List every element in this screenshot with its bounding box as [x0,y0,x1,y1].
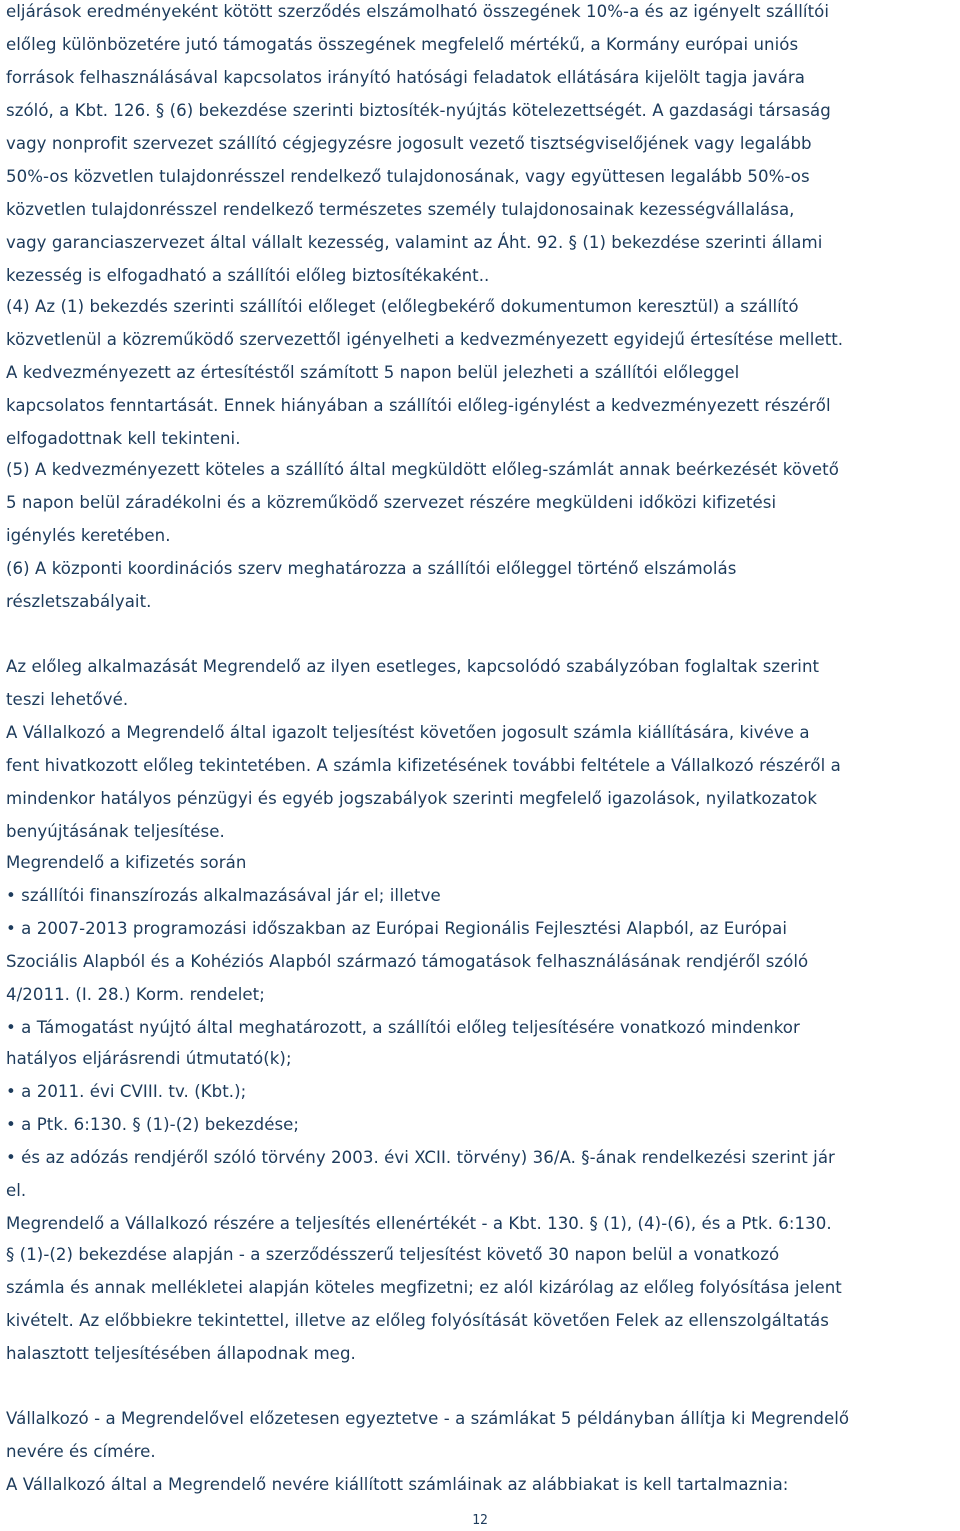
text-line: igénylés keretében. [6,526,171,545]
text-line: el. [6,1181,27,1200]
bullet-item: • és az adózás rendjéről szóló törvény 2003. évi XCII. törvény) 36/A. §-ának rendelkezési szerint jár [6,1148,835,1167]
text-line: A Vállalkozó által a Megrendelő nevére kiállított számláinak az alábbiakat is kell tartalmaznia: [6,1475,789,1494]
text-line: Vállalkozó - a Megrendelővel előzetesen egyeztetve - a számlákat 5 példányban állítja ki Megrendelő [6,1409,850,1428]
text-line: halasztott teljesítésében állapodnak meg. [6,1344,356,1363]
text-line: A kedvezményezett az értesítéstől számított 5 napon belül jelezheti a szállítói előleggel [6,363,740,382]
bullet-item: • a 2011. évi CVIII. tv. (Kbt.); [6,1082,247,1101]
text-line: kivételt. Az előbbiekre tekintettel, illetve az előleg folyósítását követően Felek az ellenszolgáltatás [6,1311,829,1330]
text-line: Szociális Alapból és a Kohéziós Alapból származó támogatások felhasználásának rendjéről szóló [6,952,809,971]
bullet-item: • a Támogatást nyújtó által meghatározott, a szállítói előleg teljesítésére vonatkozó mindenkor [6,1018,800,1037]
text-line: szóló, a Kbt. 126. § (6) bekezdése szerinti biztosíték-nyújtás kötelezettségét. A gazdasági társaság [6,101,831,120]
text-line: előleg különbözetére jutó támogatás összegének megfelelő mértékű, a Kormány európai uniós [6,35,799,54]
text-line: teszi lehetővé. [6,690,129,709]
text-line: (6) A központi koordinációs szerv meghatározza a szállítói előleggel történő elszámolás [6,559,737,578]
text-line: kapcsolatos fenntartását. Ennek hiányában a szállítói előleg-igénylést a kedvezményezett részéről [6,396,831,415]
text-line: Megrendelő a Vállalkozó részére a teljesítés ellenértékét - a Kbt. 130. § (1), (4)-(6), és a Ptk. 6:130. [6,1214,832,1233]
text-line: § (1)-(2) bekezdése alapján - a szerződésszerű teljesítést követő 30 napon belül a vonatkozó [6,1245,780,1264]
bullet-item: • szállítói finanszírozás alkalmazásával jár el; illetve [6,886,441,905]
bullet-item: • a Ptk. 6:130. § (1)-(2) bekezdése; [6,1115,300,1134]
bullet-item: • a 2007-2013 programozási időszakban az Európai Regionális Fejlesztési Alapból, az Európai [6,919,788,938]
text-line: 4/2011. (I. 28.) Korm. rendelet; [6,985,265,1004]
text-line: eljárások eredményeként kötött szerződés elszámolható összegének 10%-a és az igényelt szállítói [6,2,830,21]
text-line: részletszabályait. [6,592,152,611]
text-line: (5) A kedvezményezett köteles a szállító által megküldött előleg-számlát annak beérkezését követő [6,460,839,479]
text-line: források felhasználásával kapcsolatos irányító hatósági feladatok ellátására kijelölt tagja javára [6,68,805,87]
page-number: 12 [472,1513,488,1528]
text-line: számla és annak mellékletei alapján köteles megfizetni; ez alól kizárólag az előleg folyósítása jelent [6,1278,842,1297]
text-line: mindenkor hatályos pénzügyi és egyéb jogszabályok szerinti megfelelő igazolások, nyilatkozatok [6,789,817,808]
text-line: (4) Az (1) bekezdés szerinti szállítói előleget (előlegbekérő dokumentumon keresztül) a szállító [6,297,799,316]
text-line: hatályos eljárásrendi útmutató(k); [6,1049,292,1068]
text-line: Megrendelő a kifizetés során [6,853,247,872]
text-line: 50%-os közvetlen tulajdonrésszel rendelkező tulajdonosának, vagy együttesen legalább 50%-os [6,167,810,186]
text-line: A Vállalkozó a Megrendelő által igazolt teljesítést követően jogosult számla kiállítására, kivéve a [6,723,810,742]
text-line: Az előleg alkalmazását Megrendelő az ilyen esetleges, kapcsolódó szabályzóban foglaltak szerint [6,657,820,676]
text-line: vagy nonprofit szervezet szállító cégjegyzésre jogosult vezető tisztségviselőjének vagy legalább [6,134,812,153]
text-line: 5 napon belül záradékolni és a közreműködő szervezet részére megküldeni időközi kifizetési [6,493,777,512]
text-line: vagy garanciaszervezet által vállalt kezesség, valamint az Áht. 92. § (1) bekezdése szerinti állami [6,233,823,252]
text-line: nevére és címére. [6,1442,156,1461]
text-line: elfogadottnak kell tekinteni. [6,429,241,448]
text-line: közvetlen tulajdonrésszel rendelkező természetes személy tulajdonosainak kezességvállalása, [6,200,795,219]
text-line: fent hivatkozott előleg tekintetében. A számla kifizetésének további feltétele a Vállalkozó részéről a [6,756,841,775]
text-line: kezesség is elfogadható a szállítói előleg biztosítékaként.. [6,266,490,285]
text-line: közvetlenül a közreműködő szervezettől igényelheti a kedvezményezett egyidejű értesítése mellett. [6,330,844,349]
text-line: benyújtásának teljesítése. [6,822,225,841]
